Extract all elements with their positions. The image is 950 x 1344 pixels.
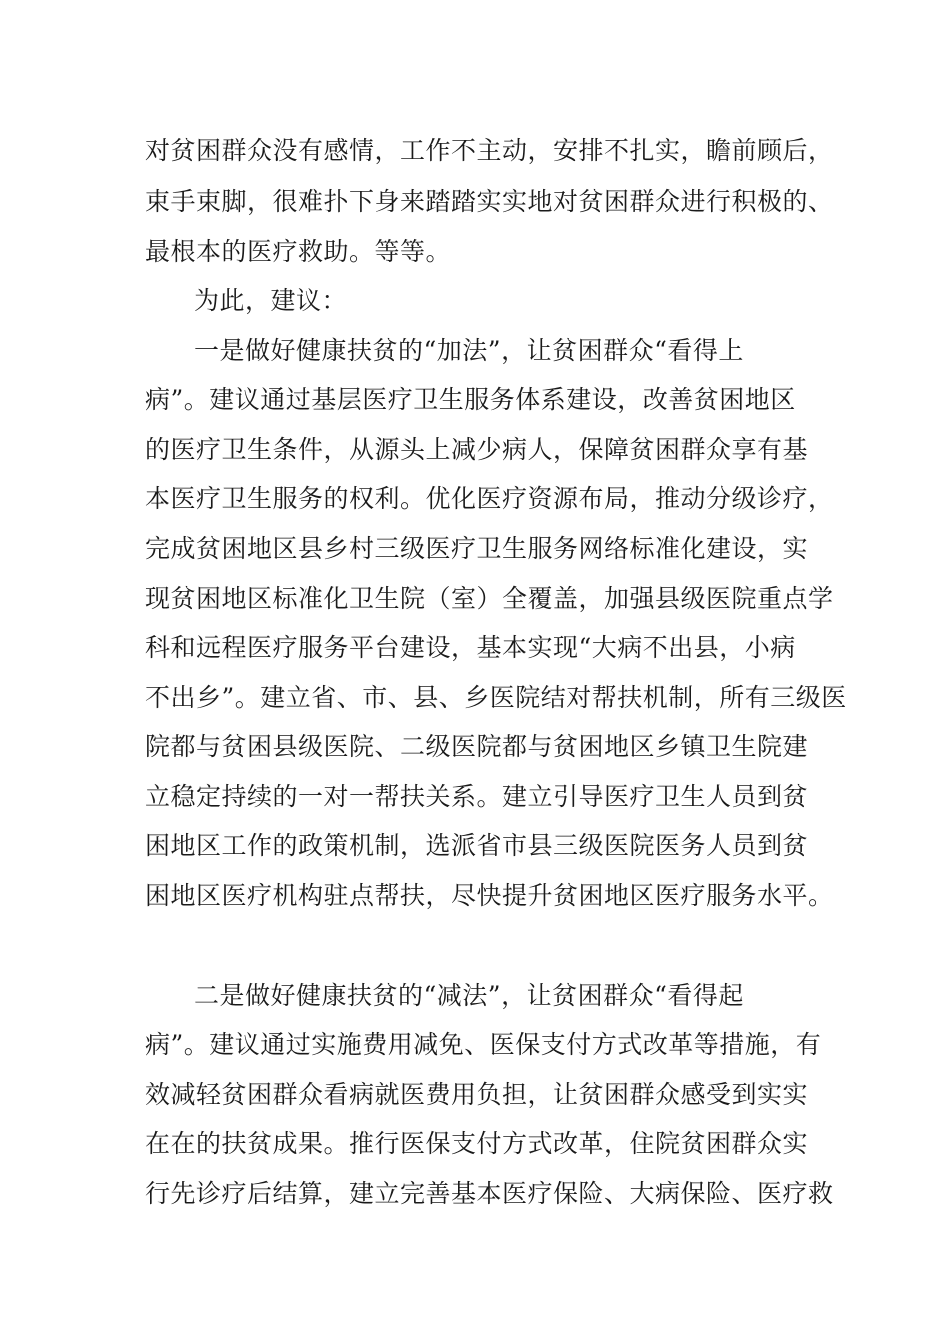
text-line: 最根本的医疗救助。等等。 [145,237,452,266]
text-line: 科和远程医疗服务平台建设，基本实现“大病不出县，小病 [145,633,796,662]
text-line: 束手束脚，很难扑下身来踏踏实实地对贫困群众进行积极的、 [145,187,834,216]
text-line: 困地区工作的政策机制，选派省市县三级医院医务人员到贫 [145,831,809,860]
text-line: 困地区医疗机构驻点帮扶，尽快提升贫困地区医疗服务水平。 [145,881,834,910]
text-line: 的医疗卫生条件，从源头上减少病人，保障贫困群众享有基 [145,435,809,464]
text-line: 院都与贫困县级医院、二级医院都与贫困地区乡镇卫生院建 [145,732,809,761]
text-line: 在在的扶贫成果。推行医保支付方式改革，住院贫困群众实 [145,1129,809,1158]
text-line: 现贫困地区标准化卫生院（室）全覆盖，加强县级医院重点学 [145,584,834,613]
text-line: 立稳定持续的一对一帮扶关系。建立引导医疗卫生人员到贫 [145,782,809,811]
text-line: 行先诊疗后结算，建立完善基本医疗保险、大病保险、医疗救 [145,1179,834,1208]
text-line: 效减轻贫困群众看病就医费用负担，让贫困群众感受到实实 [145,1080,809,1109]
text-line: 不出乡”。建立省、市、县、乡医院结对帮扶机制，所有三级医 [145,683,847,712]
text-line: 病”。建议通过实施费用减免、医保支付方式改革等措施，有 [145,1030,822,1059]
paragraph-lead: 二是做好健康扶贫的“减法”，让贫困群众“看得起 [194,981,744,1010]
text-line: 病”。建议通过基层医疗卫生服务体系建设，改善贫困地区 [145,385,796,414]
paragraph-lead: 一是做好健康扶贫的“加法”，让贫困群众“看得上 [194,336,744,365]
text-line: 对贫困群众没有感情，工作不主动，安排不扎实，瞻前顾后， [145,136,834,165]
text-line: 完成贫困地区县乡村三级医疗卫生服务网络标准化建设，实 [145,534,809,563]
paragraph-lead: 为此，建议： [194,286,348,315]
text-line: 本医疗卫生服务的权利。优化医疗资源布局，推动分级诊疗， [145,484,834,513]
